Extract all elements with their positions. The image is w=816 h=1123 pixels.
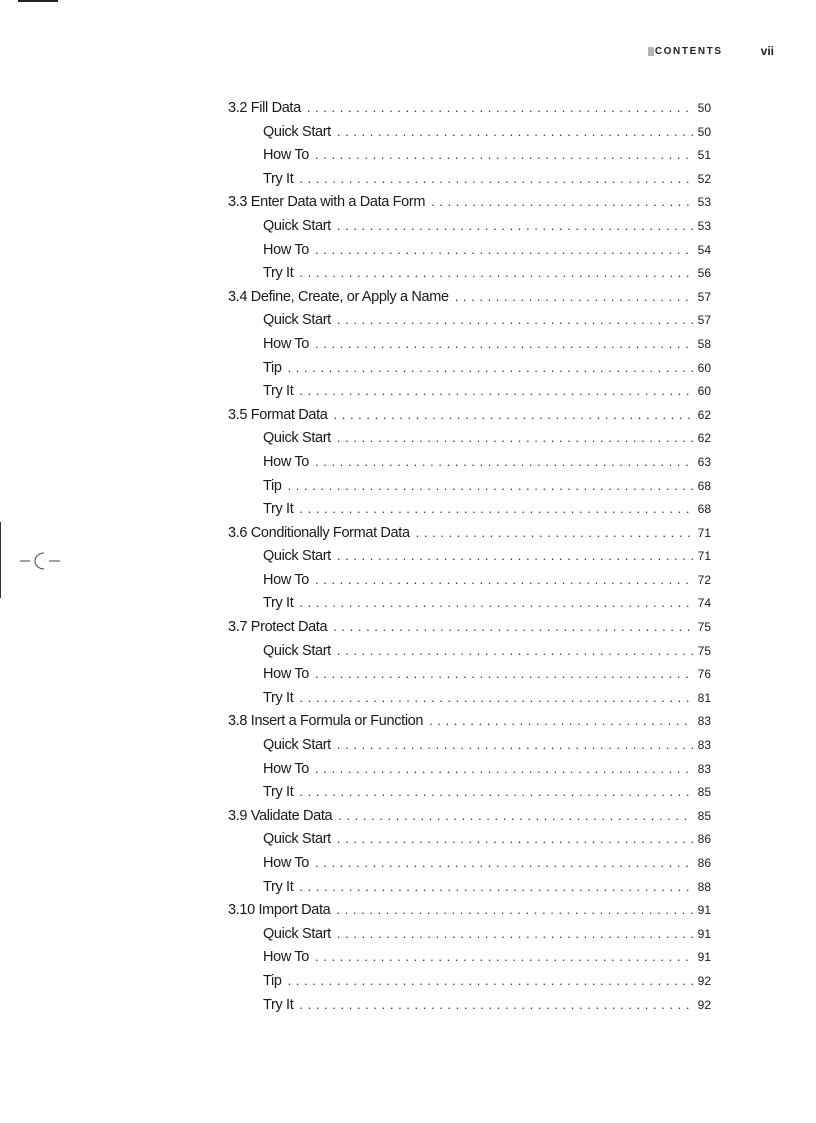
dot-leader: [299, 877, 693, 897]
toc-entry-title: Try It: [263, 878, 294, 895]
registration-mark-icon: [20, 550, 62, 572]
toc-subentry[interactable]: [228, 593, 711, 617]
dot-leader: [337, 122, 693, 142]
toc-subentry[interactable]: [228, 240, 711, 264]
toc-section-entry[interactable]: [228, 711, 711, 735]
toc-section-entry[interactable]: [228, 617, 711, 641]
toc-entry-page: 58: [697, 336, 711, 351]
toc-entry-page: 53: [697, 195, 711, 210]
toc-entry-page: 54: [697, 242, 711, 257]
toc-entry-title: Quick Start: [263, 925, 331, 942]
table-of-contents: [228, 98, 711, 1018]
dot-leader: [315, 240, 693, 260]
toc-entry-title: How To: [263, 147, 309, 164]
dot-leader: [337, 829, 693, 849]
toc-entry-page: 60: [697, 360, 711, 375]
toc-subentry[interactable]: [228, 310, 711, 334]
dot-leader: [299, 782, 693, 802]
toc-section-entry[interactable]: [228, 98, 711, 122]
toc-entry-title: 3.10 Import Data: [228, 902, 331, 919]
toc-entry-page: 51: [697, 148, 711, 163]
toc-entry-title: 3.7 Protect Data: [228, 619, 328, 636]
crop-mark-top: [18, 0, 58, 2]
toc-entry-page: 92: [697, 997, 711, 1012]
toc-section-entry[interactable]: [228, 523, 711, 547]
toc-entry-page: 63: [697, 454, 711, 469]
toc-section-entry[interactable]: [228, 405, 711, 429]
toc-entry-title: Tip: [263, 972, 282, 989]
dot-leader: [336, 900, 693, 920]
toc-entry-page: 53: [697, 218, 711, 233]
toc-subentry[interactable]: [228, 499, 711, 523]
toc-subentry[interactable]: [228, 759, 711, 783]
toc-entry-page: 86: [697, 832, 711, 847]
toc-entry-title: Quick Start: [263, 217, 331, 234]
toc-entry-page: 92: [697, 973, 711, 988]
dot-leader: [315, 145, 693, 165]
toc-entry-title: Try It: [263, 689, 294, 706]
toc-entry-title: How To: [263, 760, 309, 777]
toc-entry-title: Try It: [263, 265, 294, 282]
dot-leader: [333, 617, 693, 637]
dot-leader: [315, 759, 693, 779]
toc-entry-title: Try It: [263, 501, 294, 518]
toc-entry-title: Try It: [263, 383, 294, 400]
toc-subentry[interactable]: [228, 995, 711, 1019]
dot-leader: [299, 381, 693, 401]
dot-leader: [299, 593, 693, 613]
toc-subentry[interactable]: [228, 358, 711, 382]
toc-entry-page: 71: [697, 525, 711, 540]
toc-entry-page: 68: [697, 502, 711, 517]
toc-entry-title: Try It: [263, 595, 294, 612]
toc-entry-page: 62: [697, 407, 711, 422]
toc-entry-title: 3.4 Define, Create, or Apply a Name: [228, 288, 449, 305]
dot-leader: [315, 947, 693, 967]
dot-leader: [337, 310, 693, 330]
toc-entry-title: How To: [263, 855, 309, 871]
dot-leader: [307, 98, 693, 118]
page-number: vii: [760, 44, 774, 58]
toc-entry-page: 91: [697, 950, 711, 965]
toc-entry-title: How To: [263, 666, 309, 683]
toc-subentry[interactable]: [228, 546, 711, 570]
dot-leader: [334, 405, 693, 425]
dot-leader: [315, 664, 693, 684]
toc-subentry[interactable]: [228, 570, 711, 594]
dot-leader: [299, 499, 693, 519]
toc-entry-page: 50: [697, 101, 711, 115]
toc-subentry[interactable]: [228, 428, 711, 452]
toc-entry-page: 91: [697, 926, 711, 941]
toc-subentry[interactable]: [228, 381, 711, 405]
dot-leader: [455, 287, 693, 307]
toc-entry-title: Tip: [263, 477, 282, 494]
toc-subentry[interactable]: [228, 735, 711, 759]
toc-entry-title: Quick Start: [263, 123, 331, 140]
toc-entry-title: How To: [263, 949, 309, 966]
toc-subentry[interactable]: [228, 641, 711, 665]
dot-leader: [315, 570, 693, 590]
toc-entry-page: 50: [697, 124, 711, 139]
toc-entry-title: Quick Start: [263, 831, 331, 848]
toc-entry-page: 83: [697, 714, 711, 729]
toc-entry-page: 74: [697, 596, 711, 611]
running-head: [648, 44, 774, 58]
toc-subentry[interactable]: [228, 452, 711, 476]
toc-subentry[interactable]: [228, 122, 711, 146]
toc-entry-title: Quick Start: [263, 548, 331, 565]
toc-entry-page: 81: [697, 690, 711, 705]
dot-leader: [338, 806, 693, 826]
toc-subentry[interactable]: [228, 853, 711, 877]
toc-entry-title: 3.8 Insert a Formula or Function: [228, 713, 424, 730]
toc-entry-title: How To: [263, 335, 309, 352]
dot-leader: [416, 523, 693, 543]
toc-entry-page: 56: [697, 266, 711, 281]
toc-entry-page: 75: [697, 643, 711, 658]
toc-entry-title: Quick Start: [263, 430, 331, 447]
toc-entry-page: 62: [697, 431, 711, 446]
toc-entry-page: 76: [697, 667, 711, 682]
toc-section-entry[interactable]: [228, 900, 711, 924]
toc-entry-page: 57: [697, 313, 711, 328]
toc-section-entry[interactable]: [228, 806, 711, 830]
toc-subentry[interactable]: [228, 688, 711, 712]
dot-leader: [299, 688, 693, 708]
toc-subentry[interactable]: [228, 924, 711, 948]
toc-entry-title: How To: [263, 453, 309, 470]
toc-section-entry[interactable]: [228, 192, 711, 216]
toc-subentry[interactable]: [228, 829, 711, 853]
toc-entry-page: 75: [697, 620, 711, 635]
toc-entry-title: 3.2 Fill Data: [228, 100, 301, 116]
toc-entry-page: 68: [697, 478, 711, 493]
dot-leader: [431, 192, 693, 212]
toc-entry-title: 3.6 Conditionally Format Data: [228, 524, 410, 541]
crop-mark-side: [0, 522, 1, 598]
dot-leader: [337, 546, 693, 566]
toc-entry-title: Quick Start: [263, 642, 331, 659]
dot-leader: [337, 428, 693, 448]
toc-entry-title: Try It: [263, 996, 294, 1013]
toc-subentry[interactable]: [228, 145, 711, 169]
dot-leader: [337, 735, 693, 755]
toc-entry-title: Quick Start: [263, 312, 331, 329]
toc-entry-page: 88: [697, 879, 711, 894]
toc-entry-page: 91: [697, 903, 711, 918]
dot-leader: [337, 216, 693, 236]
header-block-icon: [648, 47, 654, 56]
toc-entry-page: 71: [697, 549, 711, 564]
toc-entry-title: Try It: [263, 784, 294, 801]
toc-subentry[interactable]: [228, 664, 711, 688]
dot-leader: [337, 641, 693, 661]
toc-entry-title: Try It: [263, 170, 294, 187]
dot-leader: [337, 924, 693, 944]
dot-leader: [299, 263, 693, 283]
dot-leader: [288, 358, 693, 378]
toc-entry-title: How To: [263, 571, 309, 588]
toc-entry-title: 3.3 Enter Data with a Data Form: [228, 194, 426, 211]
toc-entry-page: 83: [697, 761, 711, 776]
toc-subentry[interactable]: [228, 216, 711, 240]
dot-leader: [315, 452, 693, 472]
toc-subentry[interactable]: [228, 947, 711, 971]
toc-subentry[interactable]: [228, 334, 711, 358]
toc-subentry[interactable]: [228, 971, 711, 995]
toc-subentry[interactable]: [228, 877, 711, 901]
toc-entry-title: Quick Start: [263, 737, 331, 754]
toc-subentry[interactable]: [228, 782, 711, 806]
dot-leader: [315, 334, 693, 354]
dot-leader: [429, 711, 693, 731]
toc-entry-page: 72: [697, 572, 711, 587]
dot-leader: [288, 476, 693, 496]
toc-entry-page: 85: [697, 808, 711, 823]
dot-leader: [315, 853, 693, 873]
toc-entry-page: 52: [697, 171, 711, 186]
toc-subentry[interactable]: [228, 263, 711, 287]
toc-entry-title: 3.5 Format Data: [228, 406, 328, 423]
toc-section-entry[interactable]: [228, 287, 711, 311]
section-label: CONTENTS: [654, 45, 723, 57]
toc-subentry[interactable]: [228, 169, 711, 193]
toc-entry-page: 85: [697, 785, 711, 800]
toc-entry-page: 60: [697, 384, 711, 399]
toc-entry-page: 57: [697, 289, 711, 304]
toc-entry-page: 86: [697, 856, 711, 870]
toc-entry-title: How To: [263, 241, 309, 258]
dot-leader: [299, 995, 693, 1015]
toc-entry-title: 3.9 Validate Data: [228, 807, 333, 824]
toc-entry-title: Tip: [263, 359, 282, 376]
dot-leader: [299, 169, 693, 189]
toc-entry-page: 83: [697, 738, 711, 753]
dot-leader: [288, 971, 693, 991]
toc-subentry[interactable]: [228, 476, 711, 500]
